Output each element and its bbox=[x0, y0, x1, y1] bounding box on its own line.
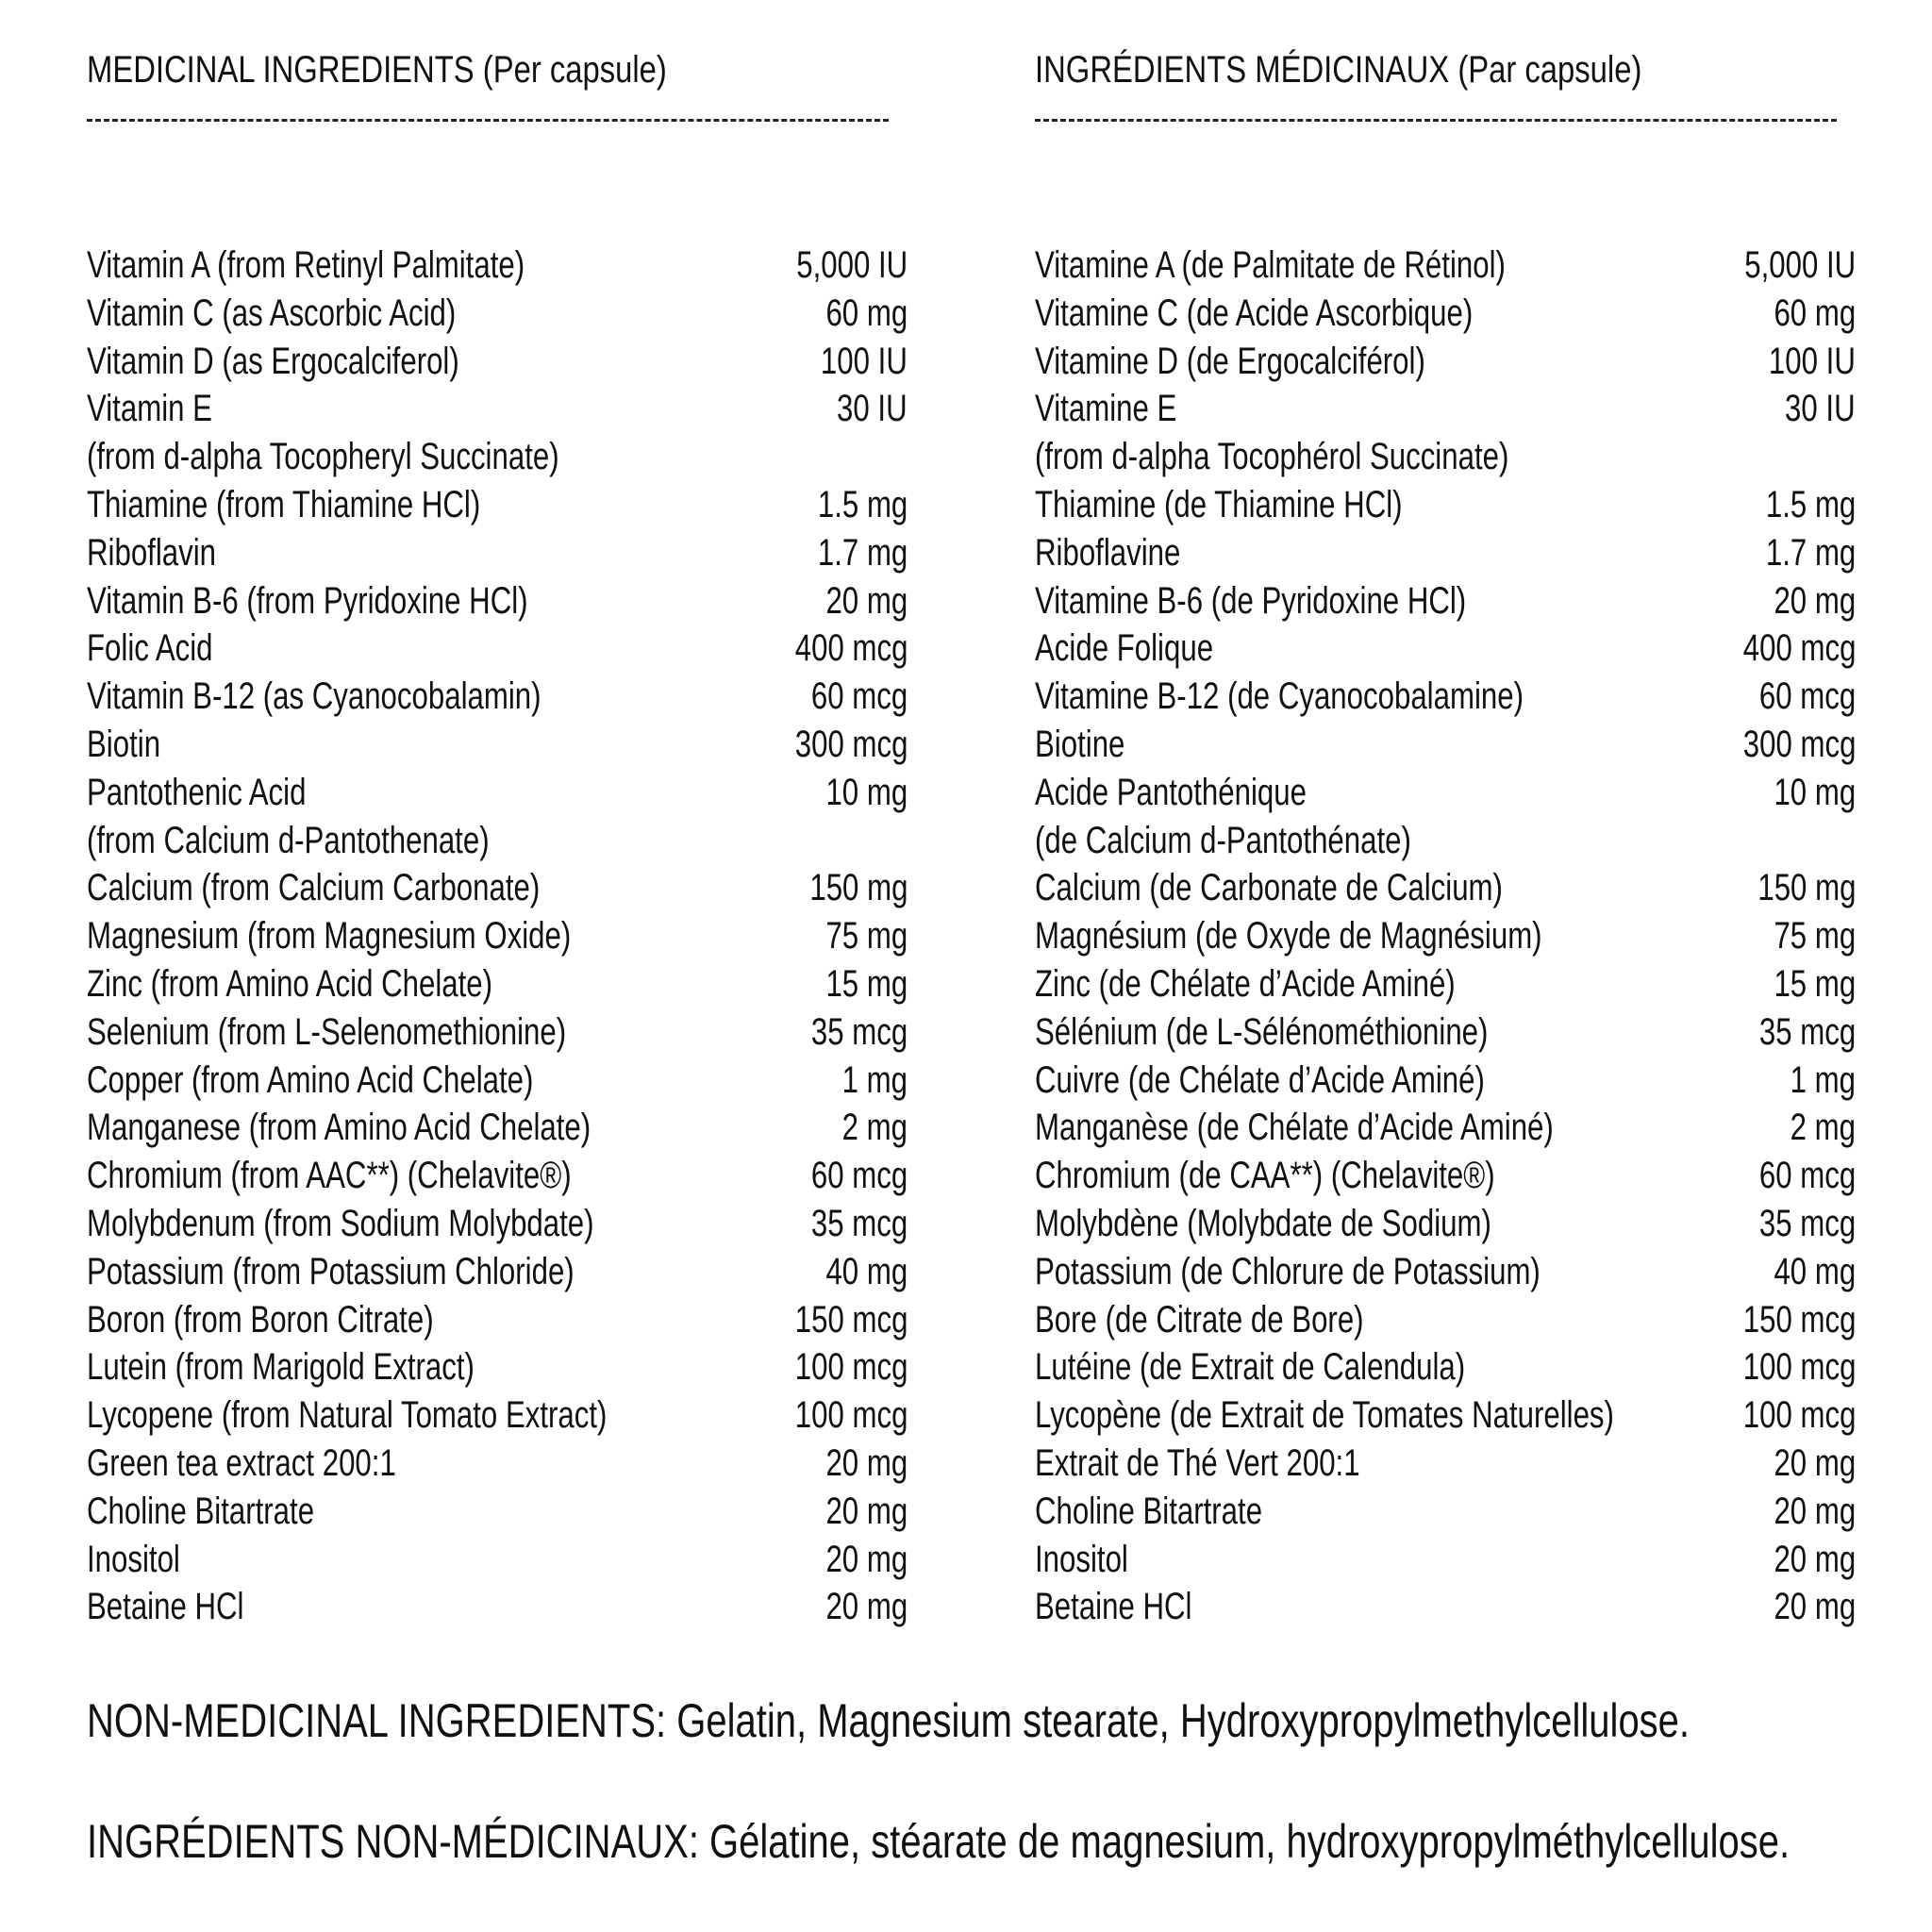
ingredient-amount: 60 mcg bbox=[1758, 1155, 1856, 1197]
ingredient-row bbox=[87, 673, 908, 721]
ingredient-row bbox=[1035, 673, 1856, 721]
ingredient-name: Acide Pantothénique bbox=[1035, 771, 1307, 813]
ingredient-name: Biotin bbox=[87, 723, 161, 765]
ingredient-name: Folic Acid bbox=[87, 627, 213, 670]
ingredient-row bbox=[87, 1583, 908, 1631]
ingredient-name: Manganèse (de Chélate d’Acide Aminé) bbox=[1035, 1107, 1554, 1149]
ingredient-row bbox=[87, 529, 908, 577]
ingredient-row bbox=[1035, 1296, 1856, 1344]
ingredient-row bbox=[87, 769, 908, 817]
ingredient-row bbox=[87, 385, 908, 433]
ingredient-name: Choline Bitartrate bbox=[1035, 1490, 1263, 1532]
ingredient-name: Chromium (de CAA**) (Chelavite®) bbox=[1035, 1155, 1495, 1197]
ingredient-row bbox=[1035, 625, 1856, 673]
ingredient-amount: 15 mg bbox=[1774, 962, 1856, 1005]
ingredient-name: Inositol bbox=[1035, 1538, 1128, 1580]
english-heading-suffix: (Per capsule) bbox=[474, 49, 667, 91]
ingredient-name: Vitamine D (de Ergocalciférol) bbox=[1035, 340, 1425, 382]
ingredient-name: Betaine HCl bbox=[87, 1586, 244, 1628]
ingredient-row bbox=[1035, 1488, 1856, 1536]
ingredient-name: Vitamine A (de Palmitate de Rétinol) bbox=[1035, 244, 1506, 286]
ingredient-name: Calcium (from Calcium Carbonate) bbox=[87, 867, 541, 909]
ingredient-row bbox=[87, 1536, 908, 1584]
ingredient-amount: 100 mcg bbox=[1742, 1346, 1856, 1389]
french-column bbox=[1035, 45, 1856, 1628]
ingredient-row bbox=[1035, 1343, 1856, 1391]
ingredient-row bbox=[1035, 864, 1856, 912]
ingredient-row bbox=[1035, 481, 1856, 529]
ingredient-amount: 1 mg bbox=[1790, 1058, 1856, 1101]
ingredient-row bbox=[87, 1104, 908, 1152]
ingredient-name: Zinc (from Amino Acid Chelate) bbox=[87, 962, 493, 1005]
ingredient-row bbox=[1035, 290, 1856, 338]
ingredient-name: Vitamine B-6 (de Pyridoxine HCl) bbox=[1035, 579, 1467, 622]
ingredient-amount: 20 mg bbox=[825, 1586, 908, 1628]
ingredient-row bbox=[87, 577, 908, 625]
ingredient-row bbox=[87, 1440, 908, 1488]
ingredient-amount: 100 IU bbox=[1769, 340, 1856, 382]
ingredient-row bbox=[87, 433, 908, 481]
ingredient-amount: 1.7 mg bbox=[1765, 531, 1856, 574]
ingredient-name: Cuivre (de Chélate d’Acide Aminé) bbox=[1035, 1058, 1485, 1101]
ingredient-amount: 1 mg bbox=[841, 1058, 908, 1101]
english-heading-title: MEDICINAL INGREDIENTS bbox=[87, 49, 475, 91]
ingredient-amount: 2 mg bbox=[841, 1107, 908, 1149]
ingredient-amount: 400 mcg bbox=[794, 627, 908, 670]
ingredient-row bbox=[87, 721, 908, 769]
ingredient-amount: 100 IU bbox=[821, 340, 908, 382]
ingredient-amount: 40 mg bbox=[825, 1250, 908, 1292]
ingredient-name: Vitamine C (de Acide Ascorbique) bbox=[1035, 291, 1474, 334]
ingredient-name: Potassium (from Potassium Chloride) bbox=[87, 1250, 575, 1292]
ingredient-row bbox=[1035, 1583, 1856, 1631]
ingredient-row bbox=[87, 1152, 908, 1200]
ingredient-amount: 20 mg bbox=[825, 1538, 908, 1580]
ingredient-name: Magnesium (from Magnesium Oxide) bbox=[87, 915, 572, 958]
ingredient-amount: 1.5 mg bbox=[1765, 483, 1856, 525]
ingredient-name: Vitamin D (as Ergocalciferol) bbox=[87, 340, 459, 382]
ingredient-row bbox=[1035, 338, 1856, 386]
ingredient-amount: 10 mg bbox=[825, 771, 908, 813]
ingredient-amount: 400 mcg bbox=[1742, 627, 1856, 670]
ingredient-amount: 75 mg bbox=[1774, 915, 1856, 958]
ingredient-row bbox=[87, 242, 908, 290]
ingredient-row bbox=[1035, 1008, 1856, 1057]
ingredient-name: Bore (de Citrate de Bore) bbox=[1035, 1298, 1364, 1341]
ingredient-amount: 15 mg bbox=[825, 962, 908, 1005]
ingredient-amount: 20 mg bbox=[1774, 1490, 1856, 1532]
ingredient-row bbox=[87, 912, 908, 960]
ingredient-row bbox=[87, 338, 908, 386]
ingredient-row bbox=[1035, 433, 1856, 481]
ingredient-amount: 40 mg bbox=[1774, 1250, 1856, 1292]
ingredient-amount: 35 mcg bbox=[810, 1202, 908, 1244]
ingredient-name: Lycopène (de Extrait de Tomates Naturelles) bbox=[1035, 1394, 1614, 1437]
ingredient-name: Lycopene (from Natural Tomato Extract) bbox=[87, 1394, 608, 1437]
ingredient-name: Boron (from Boron Citrate) bbox=[87, 1298, 434, 1341]
ingredient-amount: 75 mg bbox=[825, 915, 908, 958]
english-heading bbox=[87, 45, 759, 94]
ingredient-name: Copper (from Amino Acid Chelate) bbox=[87, 1058, 534, 1101]
ingredient-row bbox=[87, 290, 908, 338]
ingredient-row bbox=[1035, 1200, 1856, 1248]
ingredient-amount: 1.5 mg bbox=[817, 483, 908, 525]
ingredient-row bbox=[87, 1343, 908, 1391]
non-medicinal-ingredients-english: NON-MEDICINAL INGREDIENTS: Gelatin, Magnesium stearate, Hydroxypropylmethylcellulose. bbox=[87, 1694, 1690, 1747]
ingredient-name: Vitamin B-12 (as Cyanocobalamin) bbox=[87, 675, 541, 718]
ingredient-name: Biotine bbox=[1035, 723, 1125, 765]
ingredient-row bbox=[87, 1296, 908, 1344]
ingredient-amount: 20 mg bbox=[825, 579, 908, 622]
ingredient-name: (de Calcium d-Pantothénate) bbox=[1035, 819, 1411, 861]
ingredient-row bbox=[1035, 242, 1856, 290]
ingredient-amount: 300 mcg bbox=[1742, 723, 1856, 765]
ingredient-row bbox=[1035, 721, 1856, 769]
ingredient-name: Vitamine E bbox=[1035, 388, 1177, 430]
ingredient-row bbox=[1035, 817, 1856, 865]
ingredient-amount: 100 mcg bbox=[794, 1346, 908, 1389]
ingredient-name: Calcium (de Carbonate de Calcium) bbox=[1035, 867, 1503, 909]
ingredient-amount: 35 mcg bbox=[1758, 1010, 1856, 1053]
ingredient-name: Vitamin B-6 (from Pyridoxine HCl) bbox=[87, 579, 528, 622]
ingredient-row bbox=[1035, 1391, 1856, 1440]
english-column bbox=[87, 45, 908, 1628]
ingredient-row bbox=[87, 817, 908, 865]
ingredient-row bbox=[1035, 385, 1856, 433]
ingredient-name: Molybdenum (from Sodium Molybdate) bbox=[87, 1202, 594, 1244]
ingredient-amount: 30 IU bbox=[837, 388, 908, 430]
ingredient-name: (from d-alpha Tocopheryl Succinate) bbox=[87, 436, 559, 478]
ingredient-amount: 150 mg bbox=[808, 867, 908, 909]
french-heading bbox=[1035, 45, 1707, 94]
ingredient-name: Chromium (from AAC**) (Chelavite®) bbox=[87, 1155, 572, 1197]
ingredient-row bbox=[87, 1488, 908, 1536]
ingredient-amount: 150 mg bbox=[1757, 867, 1856, 909]
ingredient-name: Vitamine B-12 (de Cyanocobalamine) bbox=[1035, 675, 1524, 718]
ingredient-amount: 20 mg bbox=[825, 1441, 908, 1484]
ingredient-amount: 10 mg bbox=[1774, 771, 1856, 813]
ingredient-row bbox=[87, 1248, 908, 1296]
english-heading-rule bbox=[87, 119, 889, 122]
ingredient-row bbox=[87, 625, 908, 673]
ingredient-amount: 60 mg bbox=[825, 291, 908, 334]
ingredient-name: Manganese (from Amino Acid Chelate) bbox=[87, 1107, 591, 1149]
ingredient-name: Inositol bbox=[87, 1538, 180, 1580]
ingredient-name: Choline Bitartrate bbox=[87, 1490, 315, 1532]
ingredient-name: Zinc (de Chélate d’Acide Aminé) bbox=[1035, 962, 1456, 1005]
ingredient-name: Vitamin C (as Ascorbic Acid) bbox=[87, 291, 457, 334]
ingredient-row bbox=[1035, 529, 1856, 577]
ingredient-amount: 20 mg bbox=[1774, 579, 1856, 622]
ingredient-row bbox=[1035, 1104, 1856, 1152]
ingredient-name: Potassium (de Chlorure de Potassium) bbox=[1035, 1250, 1541, 1292]
ingredient-amount: 60 mcg bbox=[810, 675, 908, 718]
ingredient-amount: 20 mg bbox=[1774, 1538, 1856, 1580]
ingredient-row bbox=[1035, 960, 1856, 1008]
ingredient-row bbox=[87, 1391, 908, 1440]
ingredient-amount: 300 mcg bbox=[794, 723, 908, 765]
ingredient-amount: 5,000 IU bbox=[1744, 244, 1856, 286]
ingredient-name: (from Calcium d-Pantothenate) bbox=[87, 819, 490, 861]
ingredient-row bbox=[87, 960, 908, 1008]
ingredient-amount: 150 mcg bbox=[794, 1298, 908, 1341]
ingredient-row bbox=[1035, 1440, 1856, 1488]
ingredient-name: Acide Folique bbox=[1035, 627, 1214, 670]
ingredient-row bbox=[1035, 1152, 1856, 1200]
ingredient-amount: 2 mg bbox=[1790, 1107, 1856, 1149]
french-heading-suffix: (Par capsule) bbox=[1449, 49, 1642, 91]
ingredient-amount: 100 mcg bbox=[1742, 1394, 1856, 1437]
ingredient-amount: 60 mcg bbox=[1758, 675, 1856, 718]
ingredient-name: Molybdène (Molybdate de Sodium) bbox=[1035, 1202, 1491, 1244]
ingredient-amount: 100 mcg bbox=[794, 1394, 908, 1437]
ingredient-row bbox=[87, 481, 908, 529]
ingredient-amount: 35 mcg bbox=[810, 1010, 908, 1053]
ingredient-name: Riboflavin bbox=[87, 531, 217, 574]
ingredient-amount: 20 mg bbox=[825, 1490, 908, 1532]
ingredient-row bbox=[1035, 1536, 1856, 1584]
ingredient-name: Riboflavine bbox=[1035, 531, 1181, 574]
ingredient-amount: 60 mcg bbox=[810, 1155, 908, 1197]
ingredient-amount: 60 mg bbox=[1774, 291, 1856, 334]
ingredient-amount: 20 mg bbox=[1774, 1586, 1856, 1628]
ingredient-row bbox=[87, 864, 908, 912]
ingredient-name: Thiamine (de Thiamine HCl) bbox=[1035, 483, 1403, 525]
french-ingredient-list bbox=[1035, 242, 1856, 1631]
ingredient-name: Vitamin E bbox=[87, 388, 212, 430]
non-medicinal-ingredients-french: INGRÉDIENTS NON-MÉDICINAUX: Gélatine, stéarate de magnesium, hydroxypropylméthylcellulose. bbox=[87, 1815, 1790, 1868]
ingredient-row bbox=[87, 1057, 908, 1105]
ingredient-amount: 35 mcg bbox=[1758, 1202, 1856, 1244]
ingredient-name: Lutéine (de Extrait de Calendula) bbox=[1035, 1346, 1466, 1389]
ingredient-amount: 150 mcg bbox=[1742, 1298, 1856, 1341]
ingredient-name: Betaine HCl bbox=[1035, 1586, 1192, 1628]
french-heading-title: INGRÉDIENTS MÉDICINAUX bbox=[1035, 49, 1450, 91]
ingredient-name: Green tea extract 200:1 bbox=[87, 1441, 396, 1484]
ingredient-amount: 1.7 mg bbox=[817, 531, 908, 574]
ingredient-row bbox=[87, 1008, 908, 1057]
ingredient-amount: 20 mg bbox=[1774, 1441, 1856, 1484]
ingredient-row bbox=[1035, 1248, 1856, 1296]
ingredient-row bbox=[1035, 577, 1856, 625]
ingredient-name: Selenium (from L-Selenomethionine) bbox=[87, 1010, 567, 1053]
ingredient-name: Thiamine (from Thiamine HCl) bbox=[87, 483, 481, 525]
ingredient-name: Lutein (from Marigold Extract) bbox=[87, 1346, 475, 1389]
ingredient-amount: 5,000 IU bbox=[796, 244, 908, 286]
ingredient-row bbox=[1035, 912, 1856, 960]
ingredient-row bbox=[1035, 1057, 1856, 1105]
ingredient-name: Vitamin A (from Retinyl Palmitate) bbox=[87, 244, 525, 286]
ingredient-name: Sélénium (de L-Sélénométhionine) bbox=[1035, 1010, 1489, 1053]
ingredient-row bbox=[1035, 769, 1856, 817]
ingredient-row bbox=[87, 1200, 908, 1248]
ingredient-amount: 30 IU bbox=[1785, 388, 1856, 430]
english-ingredient-list bbox=[87, 242, 908, 1631]
ingredient-name: Pantothenic Acid bbox=[87, 771, 307, 813]
ingredient-name: (from d-alpha Tocophérol Succinate) bbox=[1035, 436, 1509, 478]
french-heading-rule bbox=[1035, 119, 1837, 122]
ingredient-name: Extrait de Thé Vert 200:1 bbox=[1035, 1441, 1360, 1484]
ingredient-name: Magnésium (de Oxyde de Magnésium) bbox=[1035, 915, 1542, 958]
